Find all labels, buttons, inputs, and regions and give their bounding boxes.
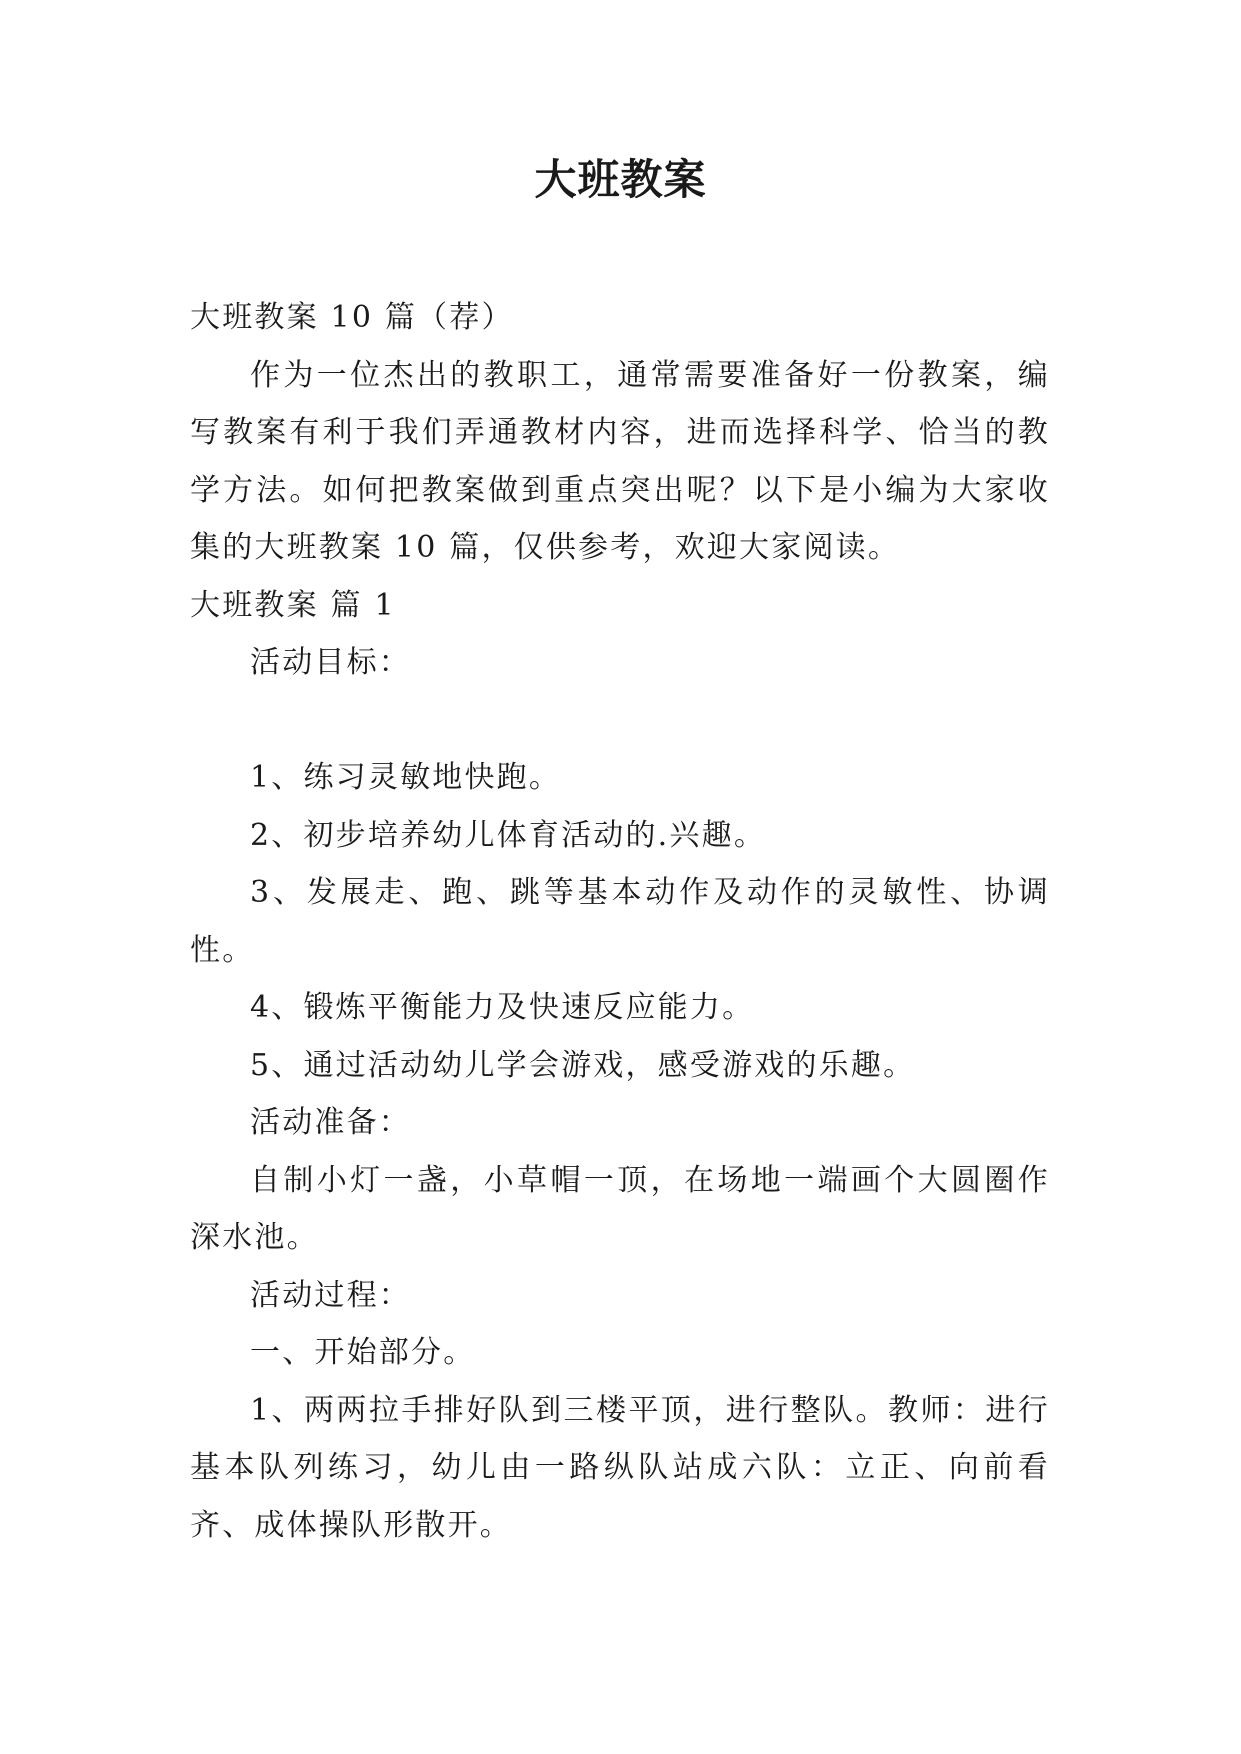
goal-item: 3、发展走、跑、跳等基本动作及动作的灵敏性、协调性。: [190, 875, 1050, 968]
activity-process-heading: 活动过程：: [250, 1277, 411, 1313]
intro-paragraph: 作为一位杰出的教职工，通常需要准备好一份教案，编写教案有利于我们弄通教材内容，进而选择科学、恰当的教学方法。如何把教案做到重点突出呢？以下是小编为大家收集的大班教案 10 篇，仅供参考，欢迎大家阅读。: [190, 357, 1050, 565]
preparation-paragraph: 自制小灯一盏，小草帽一顶，在场地一端画个大圆圈作深水池。: [190, 1162, 1050, 1255]
activity-preparation-heading: 活动准备：: [250, 1105, 411, 1140]
process-part-heading: 一、开始部分。: [250, 1335, 476, 1370]
goal-item: 2、初步培养幼儿体育活动的.兴趣。: [250, 817, 767, 853]
section-heading: 大班教案 篇 1: [190, 587, 396, 623]
activity-goals-heading: 活动目标：: [250, 645, 411, 680]
document-subtitle: 大班教案 10 篇（荐）: [190, 300, 514, 335]
process-step-paragraph: 1、两两拉手排好队到三楼平顶，进行整队。教师：进行基本队列练习，幼儿由一路纵队站成六队：立正、向前看齐、成体操队形散开。: [190, 1392, 1050, 1543]
document-body: [190, 289, 1050, 1554]
page-title: 大班教案: [534, 155, 707, 204]
goal-item: 4、锻炼平衡能力及快速反应能力。: [250, 990, 755, 1025]
goal-item: 5、通过活动幼儿学会游戏，感受游戏的乐趣。: [250, 1047, 916, 1083]
goal-item: 1、练习灵敏地快跑。: [250, 760, 562, 795]
